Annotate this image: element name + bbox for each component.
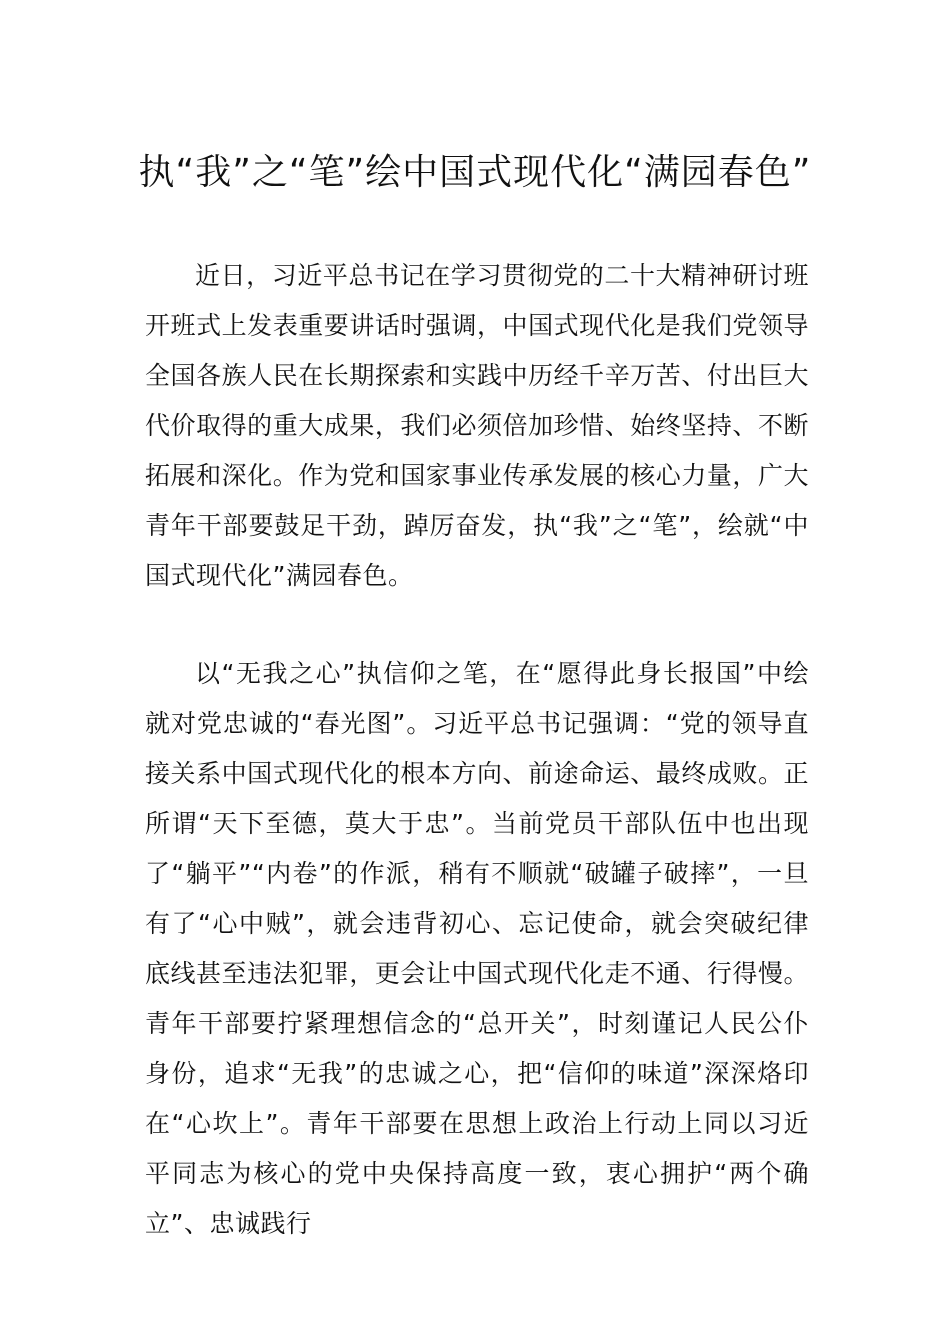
document-title: 执“我”之“笔”绘中国式现代化“满园春色” (138, 152, 812, 194)
paragraph-intro: 近日，习近平总书记在学习贯彻党的二十大精神研讨班开班式上发表重要讲话时强调，中国式现代化是我们党领导全国各族人民在长期探索和实践中历经千辛万苦、付出巨大代价取得的重大成果，我们必须倍加珍惜、始终坚持、不断拓展和深化。作为党和国家事业传承发展的核心力量，广大青年干部要鼓足干劲，踔厉奋发，执“我”之“笔”，绘就“中国式现代化”满园春色。 (145, 261, 809, 590)
paragraph-loyalty: 以“无我之心”执信仰之笔，在“愿得此身长报国”中绘就对党忠诚的“春光图”。习近平总书记强调：“党的领导直接关系中国式现代化的根本方向、前途命运、最终成败。正所谓“天下至德，莫大于忠”。当前党员干部队伍中也出现了“躺平”“内卷”的作派，稍有不顺就“破罐子破摔”，一旦有了“心中贼”，就会违背初心、忘记使命，就会突破纪律底线甚至违法犯罪，更会让中国式现代化走不通、行得慢。青年干部要拧紧理想信念的“总开关”，时刻谨记人民公仆身份，追求“无我”的忠诚之心，把“信仰的味道”深深烙印在“心坎上”。青年干部要在思想上政治上行动上同以习近平同志为核心的党中央保持高度一致，衷心拥护“两个确立”、忠诚践行 (145, 659, 809, 1238)
